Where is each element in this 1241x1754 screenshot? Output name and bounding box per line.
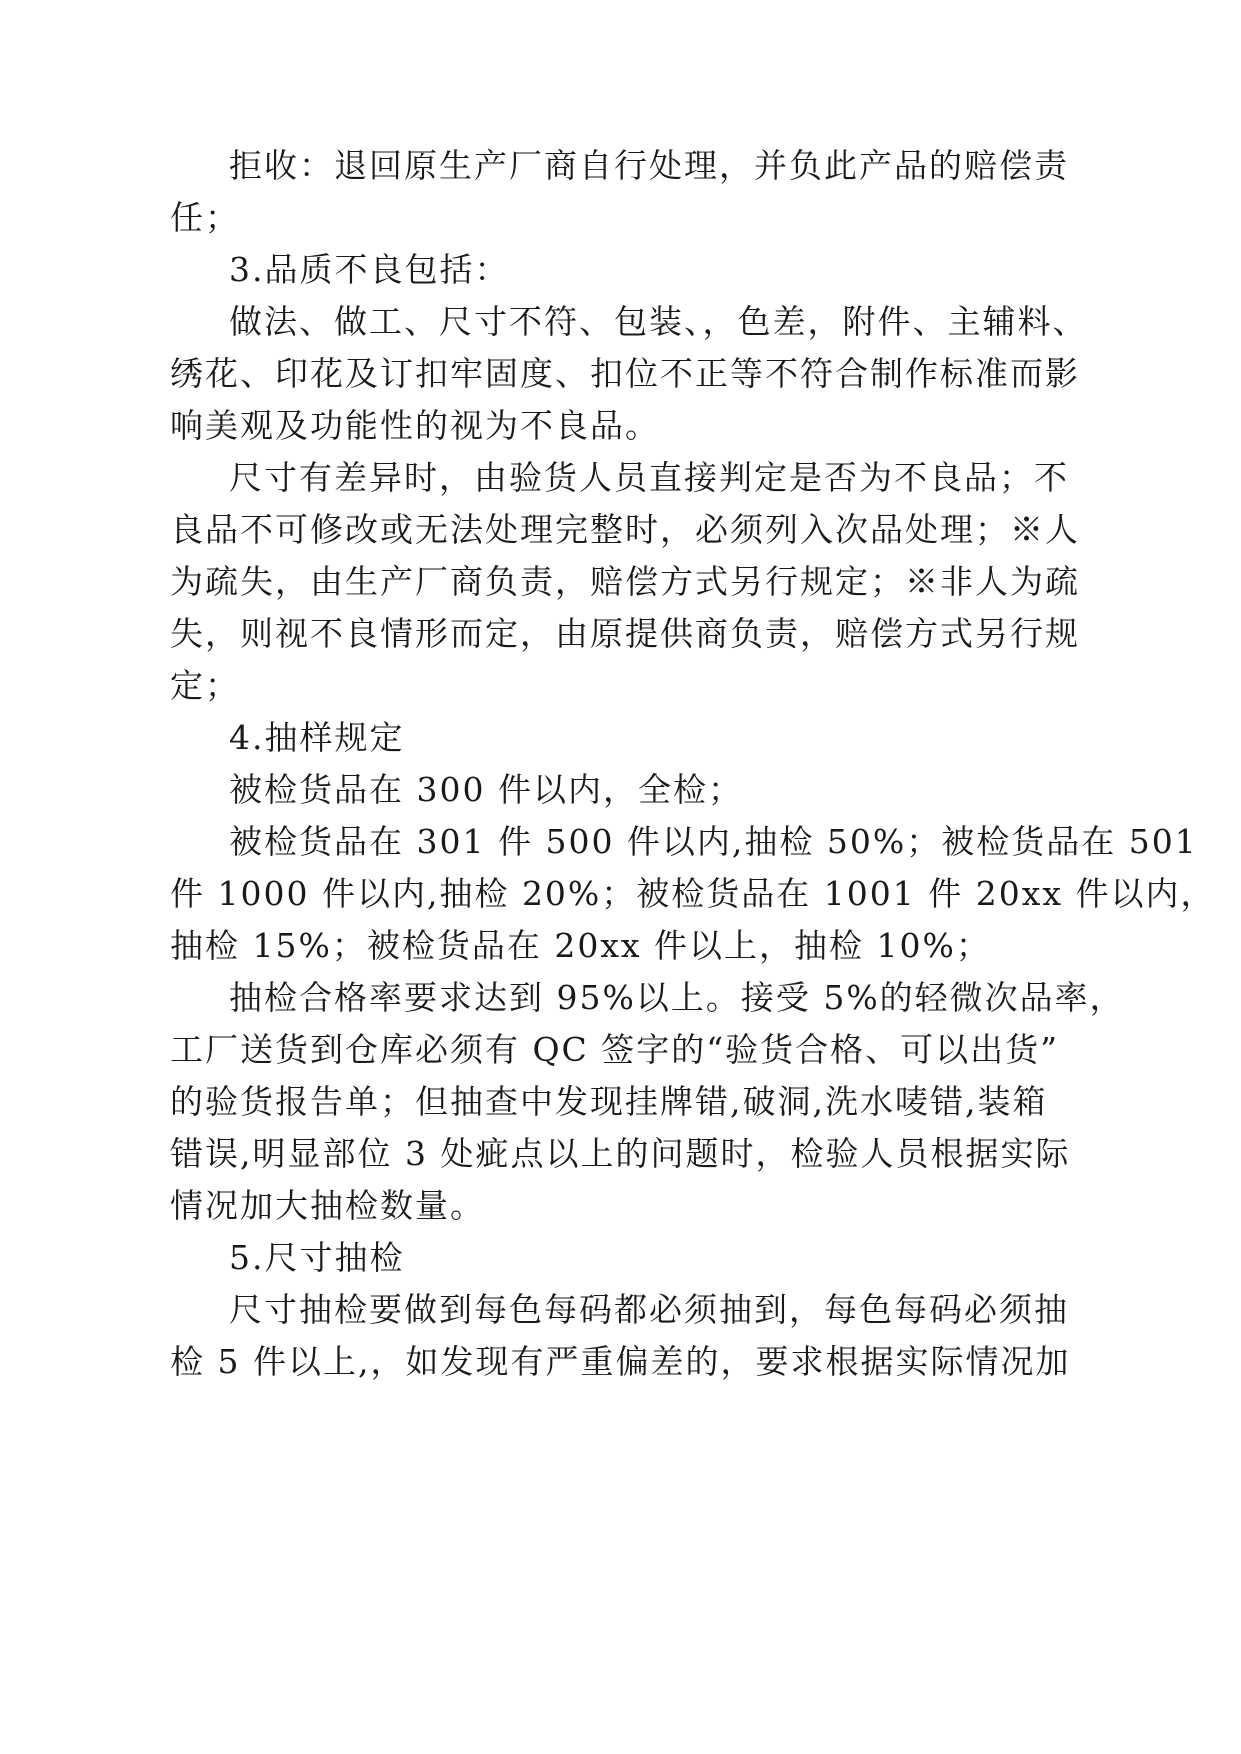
text-line-20: 错误,明显部位 3 处疵点以上的问题时，检验人员根据实际 [170,1134,1071,1173]
text-line-16: 抽检 15%；被检货品在 20xx 件以上，抽检 10%； [170,926,991,965]
text-line-18: 工厂送货到仓库必须有 QC 签字的“验货合格、可以出货” [170,1030,1060,1069]
text-line-17: 抽检合格率要求达到 95%以上。接受 5%的轻微次品率， [229,978,1125,1017]
section-heading-5: 5.尺寸抽检 [229,1238,405,1277]
text-line-23: 尺寸抽检要做到每色每码都必须抽到，每色每码必须抽 [229,1290,1069,1329]
text-line-1: 拒收：退回原生产厂商自行处理，并负此产品的赔偿责 [229,146,1069,185]
text-line-2: 任； [170,198,240,237]
text-line-13: 被检货品在 300 件以内，全检； [229,770,743,809]
text-line-5: 绣花、印花及订扣牢固度、扣位不正等不符合制作标准而影 [170,354,1080,393]
section-heading-3: 3.品质不良包括： [229,250,510,289]
text-line-21: 情况加大抽检数量。 [170,1186,485,1225]
text-line-24: 检 5 件以上,，如发现有严重偏差的，要求根据实际情况加 [170,1342,1071,1381]
text-line-15: 件 1000 件以内,抽检 20%；被检货品在 1001 件 20xx 件以内， [170,874,1216,913]
text-line-19: 的验货报告单；但抽查中发现挂牌错,破洞,洗水唛错,装箱 [170,1082,1048,1121]
text-line-7: 尺寸有差异时，由验货人员直接判定是否为不良品；不 [229,458,1069,497]
text-line-6: 响美观及功能性的视为不良品。 [170,406,660,445]
text-line-9: 为疏失，由生产厂商负责，赔偿方式另行规定；※非人为疏 [170,562,1080,601]
section-heading-4: 4.抽样规定 [229,718,405,757]
text-line-4: 做法、做工、尺寸不符、包装、，色差，附件、主辅料、 [229,302,1088,341]
text-line-8: 良品不可修改或无法处理完整时，必须列入次品处理；※人 [170,510,1080,549]
text-line-10: 失，则视不良情形而定，由原提供商负责，赔偿方式另行规 [170,614,1080,653]
text-line-11: 定； [170,666,240,705]
text-line-14: 被检货品在 301 件 500 件以内,抽检 50%；被检货品在 501 [229,822,1198,861]
